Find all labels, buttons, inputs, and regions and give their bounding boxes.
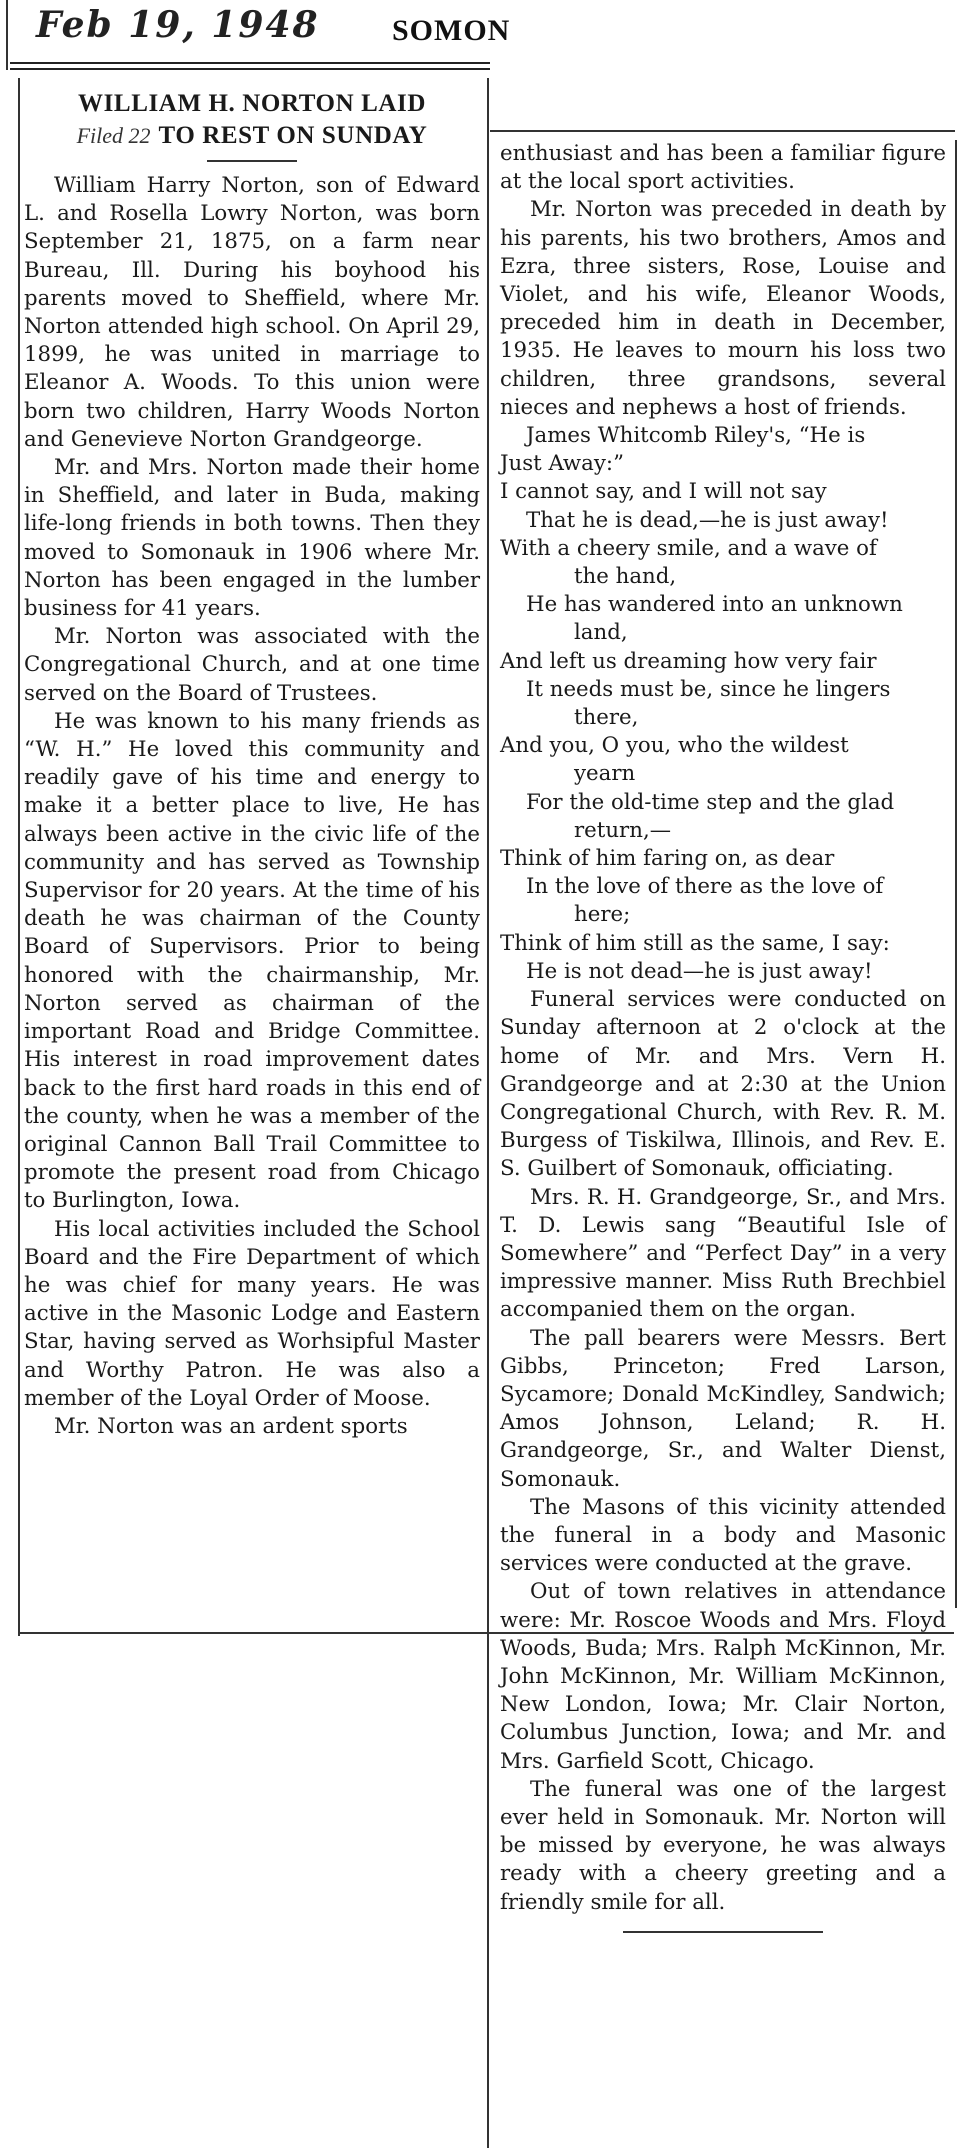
paragraph: enthusiast and has been a familiar figure at the local sport activities. bbox=[500, 141, 946, 195]
poem-line: I cannot say, and I will not say bbox=[500, 479, 827, 505]
poem-line: For the old-time step and the glad bbox=[526, 789, 895, 815]
poem-line: there, bbox=[574, 705, 639, 731]
poem-line: Think of him still as the same, I say: bbox=[500, 930, 890, 956]
headline bbox=[24, 88, 480, 152]
paragraph: Mr. Norton was associated with the Congregational Church, and at one time served on the Board of Trustees. bbox=[24, 624, 480, 706]
poem-line: here; bbox=[574, 902, 631, 928]
masthead: SOMON bbox=[392, 14, 511, 47]
column-rule bbox=[487, 78, 489, 2148]
poem-line: And left us dreaming how very fair bbox=[500, 648, 877, 674]
headline-rule bbox=[207, 160, 297, 162]
paragraph: The Masons of this vicinity attended the funeral in a body and Masonic services were conducted at the grave. bbox=[500, 1494, 946, 1577]
poem-line: It needs must be, since he lingers bbox=[526, 676, 891, 702]
poem-intro-side: is bbox=[847, 423, 866, 449]
left-border-top bbox=[6, 0, 8, 70]
poem-line: In the love of there as the love of bbox=[526, 874, 884, 900]
right-border bbox=[955, 140, 957, 1608]
poem bbox=[500, 422, 946, 986]
left-border bbox=[18, 78, 20, 1636]
column-left bbox=[24, 88, 480, 1441]
headline-line-1: WILLIAM H. NORTON LAID bbox=[77, 90, 426, 117]
poem-line: He is not dead—he is just away! bbox=[526, 958, 873, 984]
poem-line: yearn bbox=[574, 761, 636, 787]
paragraph: Mr. Norton was preceded in death by his parents, his two brothers, Amos and Ezra, three sisters, Rose, Louise and Violet, and his wife, Eleanor Woods, preceded him in death in December, 1935. He leaves to mourn his loss two children, three grandsons, several nieces and nephews a host of friends. bbox=[500, 197, 946, 420]
paragraph: The pall bearers were Messrs. Bert Gibbs, Princeton; Fred Larson, Sycamore; Donald McKindley, Sandwich; Amos Johnson, Leland; R. H. Grandgeorge, Sr., and Walter Dienst, Somonauk. bbox=[500, 1325, 946, 1492]
paragraph: William Harry Norton, son of Edward L. and Rosella Lowry Norton, was born September 21, 1875, on a farm near Bureau, Ill. During his boyhood his parents moved to Sheffield, where Mr. Norton attended high school. On April 29, 1899, he was united in marriage to Eleanor A. Woods. To this union were born two children, Harry Woods Norton and Genevieve Norton Grandgeorge. bbox=[24, 173, 480, 452]
poem-line: With a cheery smile, and a wave of bbox=[500, 535, 877, 561]
column-right bbox=[500, 140, 946, 1933]
poem-line: And you, O you, who the wildest bbox=[500, 733, 849, 759]
headline-pencil-note: Filed 22 bbox=[76, 123, 151, 148]
header-rule-double bbox=[10, 68, 490, 70]
poem-line: return,— bbox=[574, 817, 672, 843]
poem-line: the hand, bbox=[574, 564, 677, 590]
header-rule bbox=[10, 62, 490, 64]
paragraph: His local activities included the School Board and the Fire Department of which he was chief for many years. He was active in the Masonic Lodge and Eastern Star, having served as Worhsipful Master and Worthy Patron. He was also a member of the Loyal Order of Moose. bbox=[24, 1216, 480, 1411]
poem-intro: James Whitcomb Riley's, “He is bbox=[526, 423, 866, 449]
poem-line: That he is dead,—he is just away! bbox=[526, 507, 889, 533]
poem-line: land, bbox=[574, 620, 628, 646]
poem-intro: Just Away:” bbox=[500, 451, 624, 477]
paragraph: Mr. and Mrs. Norton made their home in Sheffield, and later in Buda, making life-long friends in both towns. Then they moved to Somonauk in 1906 where Mr. Norton has been engaged in the lumber business for 41 years. bbox=[24, 455, 480, 622]
paragraph: The funeral was one of the largest ever held in Somonauk. Mr. Norton will be missed by everyone, he was always ready with a cheery greeting and a friendly smile for all. bbox=[500, 1776, 946, 1915]
paragraph: Out of town relatives in attendance were: Mr. Roscoe Woods and Mrs. Floyd Woods, Buda; Mrs. Ralph McKinnon, Mr. John McKinnon, Mr. William McKinnon, New London, Iowa; Mr. Clair Norton, Columbus Junction, Iowa; and Mr. and Mrs. Garfield Scott, Chicago. bbox=[500, 1579, 946, 1774]
poem-line: Think of him faring on, as dear bbox=[500, 846, 835, 872]
headline-line-2: TO REST ON SUNDAY bbox=[158, 122, 428, 149]
end-rule bbox=[623, 1931, 823, 1933]
poem-line: He has wandered into an unknown bbox=[526, 592, 903, 618]
paragraph: Mrs. R. H. Grandgeorge, Sr., and Mrs. T. D. Lewis sang “Beautiful Isle of Somewhere” and “Perfect Day” in a very impressive manner. Miss Ruth Brechbiel accompanied them on the organ. bbox=[500, 1184, 946, 1323]
handwritten-date: Feb 19, 1948 bbox=[36, 4, 320, 46]
column-top-rule bbox=[490, 130, 955, 132]
paragraph: Funeral services were conducted on Sunday afternoon at 2 o'clock at the home of Mr. and Mrs. Vern H. Grandgeorge and at 2:30 at the Union Congregational Church, with Rev. R. M. Burgess of Tiskilwa, Illinois, and Rev. E. S. Guilbert of Somonauk, officiating. bbox=[500, 987, 946, 1182]
paragraph: Mr. Norton was an ardent sports bbox=[54, 1413, 408, 1439]
paragraph: He was known to his many friends as “W. H.” He loved this community and readily gave of his time and energy to make it a better place to live, He has always been active in the civic life of the community and has served as Township Supervisor for 20 years. At the time of his death he was chairman of the County Board of Supervisors. Prior to being honored with the chairmanship, Mr. Norton served as chairman of the important Road and Bridge Committee. His interest in road improvement dates back to the first hard roads in this end of the county, when he was a member of the original Cannon Ball Trail Committee to promote the present road from Chicago to Burlington, Iowa. bbox=[24, 708, 480, 1214]
